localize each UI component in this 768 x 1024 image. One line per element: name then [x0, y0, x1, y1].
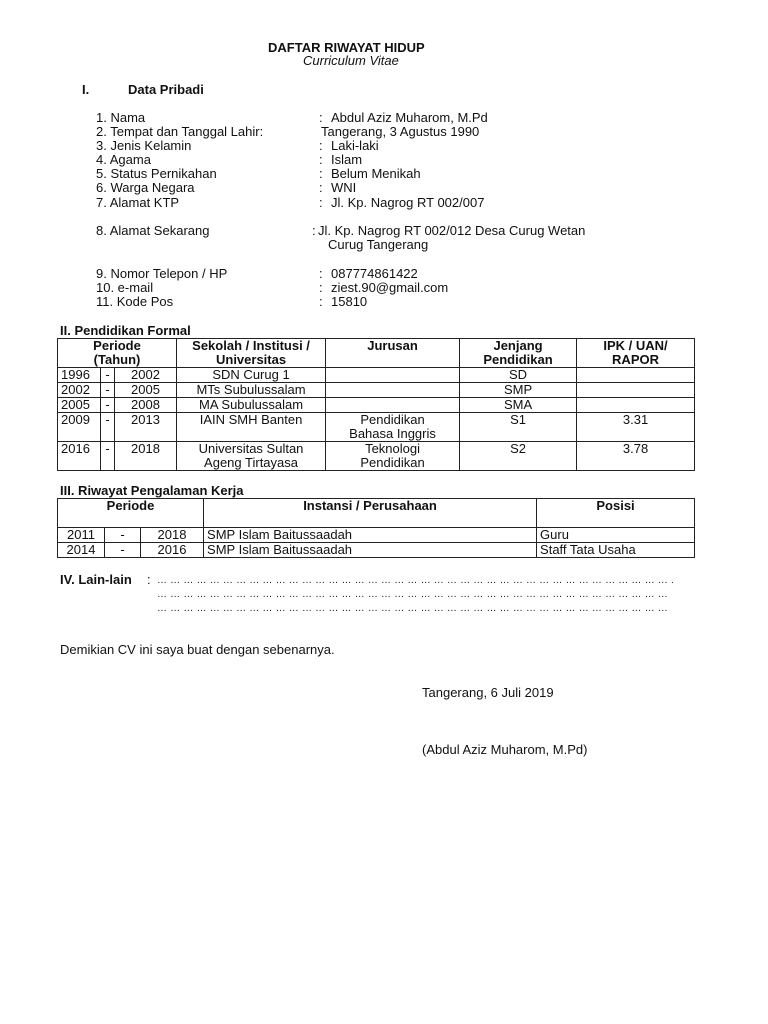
signature-name: (Abdul Aziz Muharom, M.Pd) — [422, 742, 588, 757]
field-label: 5. Status Pernikahan — [96, 166, 217, 181]
field-value-alamat-line2: Curug Tangerang — [328, 237, 429, 252]
cell-level: SD — [460, 368, 577, 383]
section-2-heading: II. Pendidikan Formal — [60, 323, 191, 338]
cell-school: Universitas Sultan Ageng Tirtayasa — [177, 442, 326, 471]
field-label: 11. Kode Pos — [96, 294, 174, 309]
cell-school: MTs Subulussalam — [177, 383, 326, 398]
field-sep: : — [319, 266, 323, 281]
cell-posisi: Guru — [537, 528, 695, 543]
field-label: 2. Tempat dan Tanggal Lahir: — [96, 124, 264, 139]
cell-dash: - — [105, 543, 141, 558]
cell-to: 2018 — [115, 442, 177, 471]
table-row — [58, 383, 695, 398]
cell-from: 2002 — [58, 383, 101, 398]
cell-score — [577, 383, 695, 398]
header-periode: Periode — [58, 499, 204, 528]
field-sep: : — [319, 180, 323, 195]
cell-dash: - — [101, 398, 115, 413]
cell-school: SDN Curug 1 — [177, 368, 326, 383]
header-ipk: IPK / UAN/ RAPOR — [577, 339, 695, 368]
cell-from: 1996 — [58, 368, 101, 383]
header-jenjang: Jenjang Pendidikan — [460, 339, 577, 368]
cell-level: S1 — [460, 413, 577, 442]
cell-to: 2018 — [141, 528, 204, 543]
cell-dash: - — [101, 383, 115, 398]
field-label: 8. Alamat Sekarang — [96, 223, 210, 238]
education-table — [57, 338, 695, 471]
field-value-phone: 087774861422 — [331, 266, 418, 281]
cell-dash: - — [101, 368, 115, 383]
field-sep: : — [319, 294, 323, 309]
cell-major — [326, 383, 460, 398]
header-periode: Periode (Tahun) — [58, 339, 177, 368]
field-value-gender: Laki-laki — [331, 138, 379, 153]
cell-major: Teknologi Pendidikan — [326, 442, 460, 471]
section-1-number: I. — [82, 82, 90, 97]
cell-level: SMA — [460, 398, 577, 413]
field-value-email: ziest.90@gmail.com — [331, 280, 449, 295]
cell-to: 2013 — [115, 413, 177, 442]
cell-to: 2002 — [115, 368, 177, 383]
dotted-line-3: … … … … … … … … … … … … … … … … … … … … … … … … … … … … … … … … … … … … … … … — [157, 603, 668, 614]
field-value-alamat: Jl. Kp. Nagrog RT 002/012 Desa Curug Wetan — [318, 223, 586, 238]
header-jurusan: Jurusan — [326, 339, 460, 368]
cell-dash: - — [101, 413, 115, 442]
table-row — [58, 528, 695, 543]
field-sep: : — [319, 280, 323, 295]
field-sep: : — [319, 138, 323, 153]
place-date: Tangerang, 6 Juli 2019 — [422, 685, 554, 700]
cell-from: 2016 — [58, 442, 101, 471]
cell-score: 3.78 — [577, 442, 695, 471]
header-sekolah: Sekolah / Institusi / Universitas — [177, 339, 326, 368]
dotted-line-2: … … … … … … … … … … … … … … … … … … … … … … … … … … … … … … … … … … … … … … … — [157, 589, 668, 600]
field-label: 4. Agama — [96, 152, 151, 167]
cell-school: IAIN SMH Banten — [177, 413, 326, 442]
field-sep: : — [319, 152, 323, 167]
field-label: 1. Nama — [96, 110, 146, 125]
cell-from: 2014 — [58, 543, 105, 558]
table-header-row — [58, 499, 695, 528]
table-row — [58, 368, 695, 383]
section-4-colon: : — [147, 572, 151, 587]
cell-from: 2011 — [58, 528, 105, 543]
cell-level: S2 — [460, 442, 577, 471]
document-subtitle: Curriculum Vitae — [303, 53, 399, 68]
field-sep: : — [319, 195, 323, 210]
closing-statement: Demikian CV ini saya buat dengan sebenarnya. — [60, 642, 335, 657]
cell-posisi: Staff Tata Usaha — [537, 543, 695, 558]
cell-from: 2009 — [58, 413, 101, 442]
cell-to: 2005 — [115, 383, 177, 398]
document-title: DAFTAR RIWAYAT HIDUP — [268, 40, 425, 55]
cell-school: MA Subulussalam — [177, 398, 326, 413]
section-1-heading: Data Pribadi — [128, 82, 204, 97]
table-header-row — [58, 339, 695, 368]
cell-instansi: SMP Islam Baitussaadah — [204, 528, 537, 543]
cell-major — [326, 398, 460, 413]
field-label: 3. Jenis Kelamin — [96, 138, 192, 153]
field-label: 6. Warga Negara — [96, 180, 195, 195]
cell-score — [577, 398, 695, 413]
field-value-ttl: Tangerang, 3 Agustus 1990 — [321, 124, 480, 139]
table-row — [58, 398, 695, 413]
dotted-line-1: … … … … … … … … … … … … … … … … … … … … … … … … … … … … … … … … … … … … … … … . — [157, 575, 674, 586]
header-instansi: Instansi / Perusahaan — [204, 499, 537, 528]
table-row — [58, 442, 695, 471]
field-value-status: Belum Menikah — [331, 166, 421, 181]
field-value-ktp: Jl. Kp. Nagrog RT 002/007 — [331, 195, 485, 210]
cell-to: 2016 — [141, 543, 204, 558]
field-value-nama: Abdul Aziz Muharom, M.Pd — [331, 110, 488, 125]
work-table — [57, 498, 695, 558]
field-value-warga: WNI — [331, 180, 357, 195]
cell-score: 3.31 — [577, 413, 695, 442]
header-posisi: Posisi — [537, 499, 695, 528]
field-sep: : — [319, 166, 323, 181]
cell-major — [326, 368, 460, 383]
cell-from: 2005 — [58, 398, 101, 413]
table-row — [58, 543, 695, 558]
field-label: 10. e-mail — [96, 280, 154, 295]
field-sep: : — [312, 223, 316, 238]
section-4-heading: IV. Lain-lain — [60, 572, 132, 587]
cell-level: SMP — [460, 383, 577, 398]
field-value-agama: Islam — [331, 152, 363, 167]
field-label: 9. Nomor Telepon / HP — [96, 266, 228, 281]
section-3-heading: III. Riwayat Pengalaman Kerja — [60, 483, 244, 498]
cell-instansi: SMP Islam Baitussaadah — [204, 543, 537, 558]
field-value-kodepos: 15810 — [331, 294, 368, 309]
table-row — [58, 413, 695, 442]
cell-major: Pendidikan Bahasa Inggris — [326, 413, 460, 442]
field-label: 7. Alamat KTP — [96, 195, 180, 210]
cell-dash: - — [101, 442, 115, 471]
field-sep: : — [319, 110, 323, 125]
cell-dash: - — [105, 528, 141, 543]
cell-score — [577, 368, 695, 383]
cell-to: 2008 — [115, 398, 177, 413]
